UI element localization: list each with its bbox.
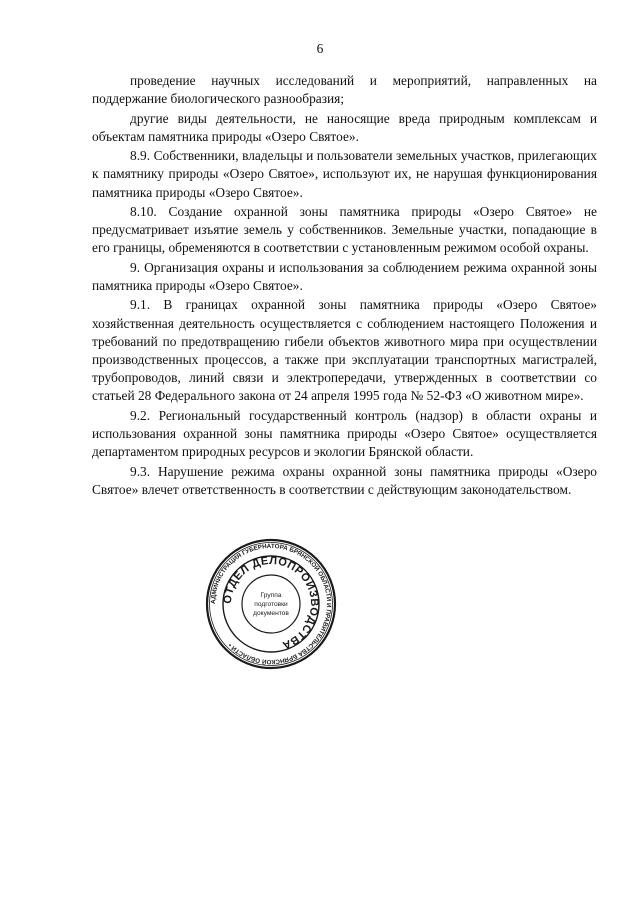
paragraph-9-3: 9.3. Нарушение режима охраны охранной зоны памятника природы «Озеро Святое» влечет ответственность в соответствии с действующим законодательством. bbox=[92, 463, 597, 497]
paragraph-9: 9. Организация охраны и использования за соблюдением режима охранной зоны памятника природы «Озеро Святое». bbox=[92, 259, 597, 293]
svg-text:подготовки: подготовки bbox=[254, 601, 288, 608]
official-stamp bbox=[204, 537, 338, 671]
svg-text:ОТДЕЛ ДЕЛОПРОИЗВОДСТВА: ОТДЕЛ ДЕЛОПРОИЗВОДСТВА bbox=[221, 554, 321, 652]
stamp-seal-icon bbox=[204, 537, 338, 671]
paragraph-9-1: 9.1. В границах охранной зоны памятника природы «Озеро Святое» хозяйственная деятельность осуществляется с соблюдением настоящего Положения и требований по предотвращению гибели объектов животного мира при осуществлении производственных процессов, а также при эксплуатации транспортных магистралей, трубопроводов, линий связи и электропередачи, утвержденных в соответствии со статьей 28 Федерального закона от 24 апреля 1995 года № 52-ФЗ «О животном мире». bbox=[92, 297, 597, 404]
document-body bbox=[92, 72, 597, 500]
paragraph-8-9: 8.9. Собственники, владельцы и пользователи земельных участков, прилегающих к памятнику природы «Озеро Святое», используют их, не нарушая функционирования памятника природы «Озеро Святое». bbox=[92, 148, 597, 200]
paragraph-8-10: 8.10. Создание охранной зоны памятника природы «Озеро Святое» не предусматривает изъятие земель у собственников. Земельные участки, попадающие в его границы, обременяются в соответствии с установленным режимом особой охраны. bbox=[92, 203, 597, 256]
paragraph-9-2: 9.2. Региональный государственный контроль (надзор) в области охраны и использования охранной зоны памятника природы «Озеро Святое» осуществляется департаментом природных ресурсов и экологии Брянской области. bbox=[92, 407, 597, 460]
paragraph-research: проведение научных исследований и мероприятий, направленных на поддержание биологического разнообразия; bbox=[92, 73, 597, 107]
svg-text:АДМИНИСТРАЦИЯ ГУБЕРНАТОРА БРЯН: АДМИНИСТРАЦИЯ ГУБЕРНАТОРА БРЯНСКОЙ ОБЛАСТИ И ПРАВИТЕЛЬСТВА БРЯНСКОЙ ОБЛАСТИ • bbox=[209, 542, 333, 666]
svg-text:документов: документов bbox=[253, 610, 289, 617]
paragraph-other-activities: другие виды деятельности, не наносящие вреда природным комплексам и объектам памятника природы «Озеро Святое». bbox=[92, 110, 597, 144]
svg-text:Группа: Группа bbox=[260, 592, 282, 599]
page-number: 6 bbox=[316, 41, 324, 56]
